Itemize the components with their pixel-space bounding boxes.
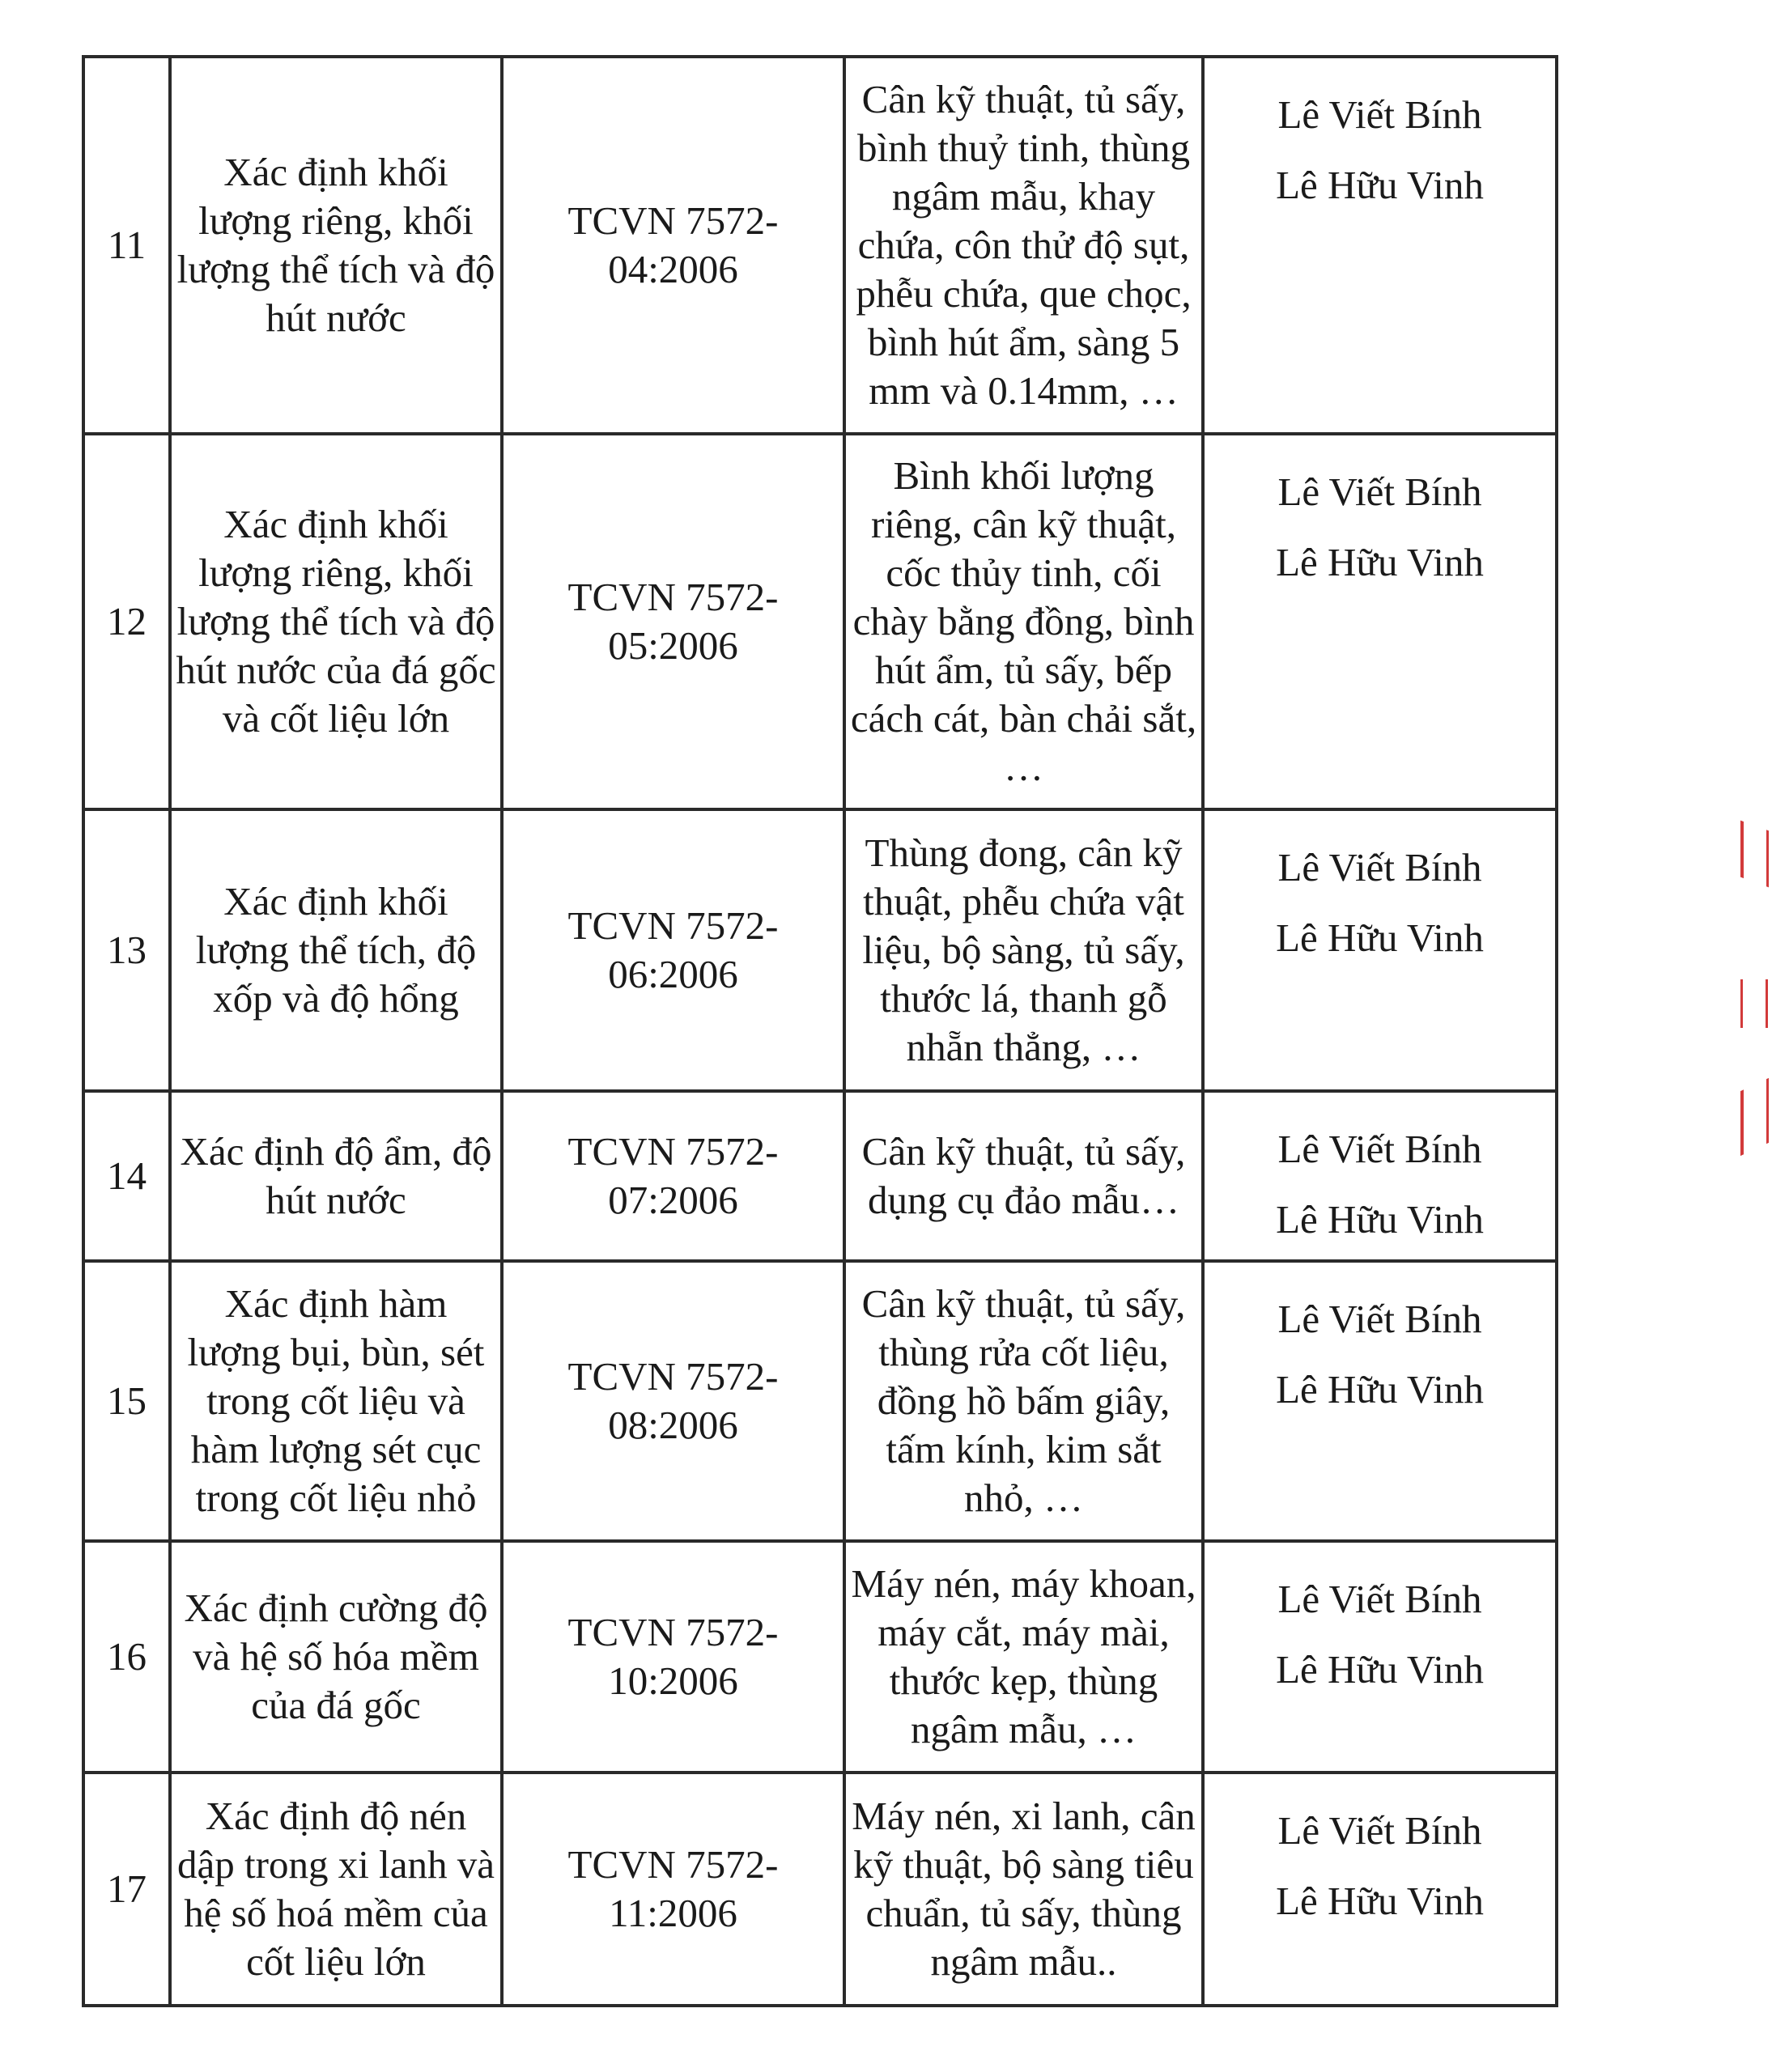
- personnel-name: Lê Viết Bính: [1277, 92, 1482, 137]
- personnel-name: Lê Hữu Vinh: [1276, 1879, 1484, 1923]
- row-number: 12: [83, 434, 170, 809]
- test-description: Xác định khối lượng riêng, khối lượng thể tích và độ hút nước của đá gốc và cốt liệu lớn: [170, 434, 502, 809]
- test-description: Xác định cường độ và hệ số hóa mềm của đá gốc: [170, 1541, 502, 1773]
- personnel-cell: [1203, 1261, 1557, 1541]
- row-number: 11: [83, 57, 170, 434]
- row-number: 13: [83, 809, 170, 1091]
- standard-code: TCVN 7572-07:2006: [502, 1091, 844, 1261]
- equipment-list: Máy nén, máy khoan, máy cắt, máy mài, thước kẹp, thùng ngâm mẫu, …: [844, 1541, 1203, 1773]
- table-row: [83, 1261, 1557, 1541]
- personnel-name: Lê Viết Bính: [1277, 1127, 1482, 1171]
- standard-code: TCVN 7572-11:2006: [502, 1773, 844, 2006]
- personnel-name: Lê Hữu Vinh: [1276, 1367, 1484, 1412]
- personnel-cell: [1203, 57, 1557, 434]
- personnel-name: Lê Viết Bính: [1277, 469, 1482, 514]
- standard-code: TCVN 7572-05:2006: [502, 434, 844, 809]
- standard-code: TCVN 7572-04:2006: [502, 57, 844, 434]
- seal-mark: [1740, 821, 1769, 888]
- table-row: [83, 1773, 1557, 2006]
- personnel-name: Lê Viết Bính: [1277, 1808, 1482, 1853]
- test-methods-table: [82, 55, 1558, 2007]
- personnel-name: Lê Hữu Vinh: [1276, 915, 1484, 960]
- personnel-name: Lê Hữu Vinh: [1276, 540, 1484, 584]
- table-row: [83, 1091, 1557, 1261]
- personnel-name: Lê Hữu Vinh: [1276, 1647, 1484, 1692]
- seal-mark: [1740, 979, 1768, 1028]
- standard-code: TCVN 7572-06:2006: [502, 809, 844, 1091]
- row-number: 16: [83, 1541, 170, 1773]
- equipment-list: Cân kỹ thuật, tủ sấy, dụng cụ đảo mẫu…: [844, 1091, 1203, 1261]
- red-seal-edge: [1740, 826, 1765, 1166]
- test-description: Xác định độ nén dập trong xi lanh và hệ số hoá mềm của cốt liệu lớn: [170, 1773, 502, 2006]
- test-description: Xác định khối lượng thể tích, độ xốp và độ hổng: [170, 809, 502, 1091]
- personnel-cell: [1203, 1773, 1557, 2006]
- equipment-list: Thùng đong, cân kỹ thuật, phễu chứa vật liệu, bộ sàng, tủ sấy, thước lá, thanh gỗ nhẵn thẳng, …: [844, 809, 1203, 1091]
- equipment-list: Cân kỹ thuật, tủ sấy, thùng rửa cốt liệu, đồng hồ bấm giây, tấm kính, kim sắt nhỏ, …: [844, 1261, 1203, 1541]
- personnel-cell: [1203, 1091, 1557, 1261]
- personnel-name: Lê Viết Bính: [1277, 1577, 1482, 1621]
- equipment-list: Cân kỹ thuật, tủ sấy, bình thuỷ tinh, thùng ngâm mẫu, khay chứa, côn thử độ sụt, phễu chứa, que chọc, bình hút ẩm, sàng 5 mm và 0.14mm, …: [844, 57, 1203, 434]
- table-row: [83, 57, 1557, 434]
- equipment-list: Máy nén, xi lanh, cân kỹ thuật, bộ sàng tiêu chuẩn, tủ sấy, thùng ngâm mẫu..: [844, 1773, 1203, 2006]
- personnel-cell: [1203, 809, 1557, 1091]
- test-description: Xác định độ ẩm, độ hút nước: [170, 1091, 502, 1261]
- table-row: [83, 434, 1557, 809]
- test-description: Xác định khối lượng riêng, khối lượng thể tích và độ hút nước: [170, 57, 502, 434]
- personnel-name: Lê Viết Bính: [1277, 845, 1482, 890]
- table-row: [83, 1541, 1557, 1773]
- test-description: Xác định hàm lượng bụi, bùn, sét trong cốt liệu và hàm lượng sét cục trong cốt liệu nhỏ: [170, 1261, 502, 1541]
- standard-code: TCVN 7572-10:2006: [502, 1541, 844, 1773]
- row-number: 15: [83, 1261, 170, 1541]
- row-number: 17: [83, 1773, 170, 2006]
- row-number: 14: [83, 1091, 170, 1261]
- personnel-name: Lê Hữu Vinh: [1276, 1197, 1484, 1242]
- seal-mark: [1740, 1078, 1769, 1156]
- equipment-list: Bình khối lượng riêng, cân kỹ thuật, cốc thủy tinh, cối chày bằng đồng, bình hút ẩm, tủ sấy, bếp cách cát, bàn chải sắt, …: [844, 434, 1203, 809]
- personnel-name: Lê Hữu Vinh: [1276, 163, 1484, 207]
- personnel-cell: [1203, 1541, 1557, 1773]
- table-row: [83, 809, 1557, 1091]
- personnel-cell: [1203, 434, 1557, 809]
- standard-code: TCVN 7572-08:2006: [502, 1261, 844, 1541]
- personnel-name: Lê Viết Bính: [1277, 1297, 1482, 1341]
